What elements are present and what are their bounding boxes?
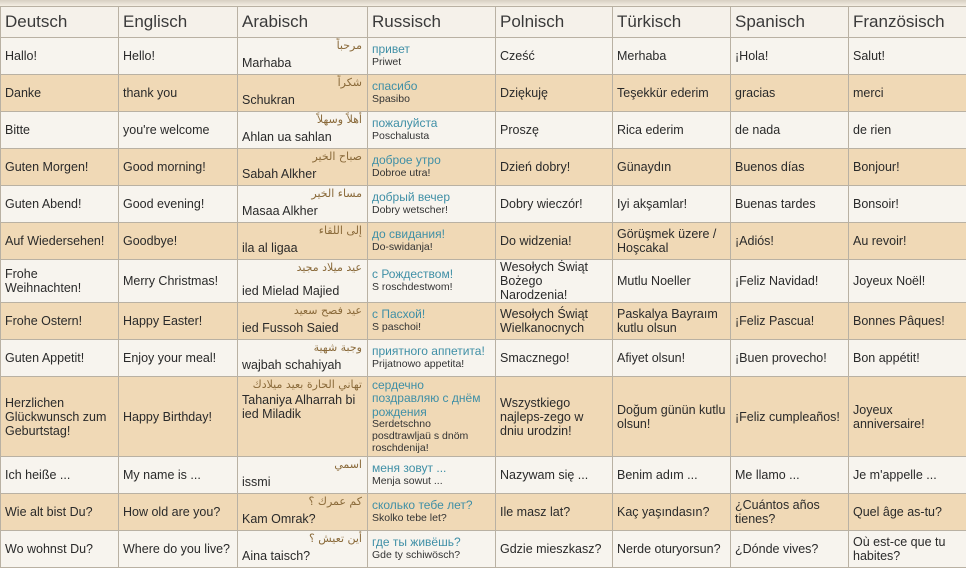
cell-deutsch: Danke [1, 75, 119, 112]
cell-tuerkisch: Paskalya Bayraım kutlu olsun [613, 303, 731, 340]
cell-polnisch: Do widzenia! [496, 223, 613, 260]
header-polnisch: Polnisch [496, 7, 613, 38]
russian-transliteration: Spasibo [372, 92, 410, 105]
arabic-script: مرحباً [336, 39, 362, 52]
table-row [1, 223, 966, 260]
arabic-script: صباح الخير [312, 150, 362, 163]
arabic-script: كم عمرك ؟ [308, 495, 362, 508]
table-row [1, 112, 966, 149]
cell-franzoesisch: merci [849, 75, 966, 112]
russian-script: с Рождеством! [372, 267, 454, 282]
cell-polnisch: Ile masz lat? [496, 494, 613, 531]
cell-franzoesisch: Bonjour! [849, 149, 966, 186]
arabic-script: أهلاً وسهلاً [316, 113, 362, 126]
cell-polnisch: Wesołych Świąt Wielkanocnych [496, 303, 613, 340]
russian-script: меня зовут ... [372, 461, 447, 476]
cell-arabisch [238, 149, 368, 186]
cell-englisch: My name is ... [119, 457, 238, 494]
russian-script: сердечно поздравляю с днём рождения [372, 377, 481, 419]
cell-arabisch [238, 186, 368, 223]
cell-arabisch [238, 377, 368, 457]
cell-deutsch: Frohe Weihnachten! [1, 260, 119, 303]
cell-spanisch: Me llamo ... [731, 457, 849, 494]
cell-spanisch: Buenas tardes [731, 186, 849, 223]
cell-englisch: How old are you? [119, 494, 238, 531]
cell-tuerkisch: Rica ederim [613, 112, 731, 149]
cell-russisch [368, 186, 496, 223]
arabic-transliteration: Marhaba [242, 56, 292, 70]
cell-englisch: Hello! [119, 38, 238, 75]
cell-englisch: Where do you live? [119, 531, 238, 568]
table-row [1, 531, 966, 568]
arabic-transliteration: wajbah schahiyah [242, 358, 342, 372]
table-row [1, 260, 966, 303]
cell-polnisch: Dziękuję [496, 75, 613, 112]
cell-arabisch [238, 223, 368, 260]
cell-arabisch [238, 260, 368, 303]
cell-franzoesisch: Où est-ce que tu habites? [849, 531, 966, 568]
russian-transliteration: S roschdestwom! [372, 280, 453, 293]
table-row [1, 303, 966, 340]
arabic-transliteration: Kam Omrak? [242, 512, 316, 526]
cell-russisch [368, 75, 496, 112]
russian-script: где ты живёшь? [372, 535, 461, 550]
header-deutsch: Deutsch [1, 7, 119, 38]
arabic-script: تهاني الحارة بعيد ميلادك [252, 378, 362, 391]
cell-russisch [368, 377, 496, 457]
arabic-script: وجبة شهية [313, 341, 362, 354]
cell-polnisch: Wszystkiego najleps-zego w dniu urodzin! [496, 377, 613, 457]
table-row [1, 340, 966, 377]
arabic-transliteration: issmi [242, 475, 271, 489]
cell-tuerkisch: Günaydın [613, 149, 731, 186]
russian-script: привет [372, 42, 410, 57]
cell-deutsch: Guten Morgen! [1, 149, 119, 186]
cell-spanisch: Buenos días [731, 149, 849, 186]
cell-polnisch: Wesołych Świąt Bożego Narodzenia! [496, 260, 613, 303]
russian-script: пожалуйста [372, 116, 438, 131]
cell-tuerkisch: Mutlu Noeller [613, 260, 731, 303]
arabic-script: اسمي [334, 458, 362, 471]
russian-transliteration: Skolko tebe let? [372, 511, 447, 524]
cell-tuerkisch: Görüşmek üzere / Hoşcakal [613, 223, 731, 260]
cell-englisch: Good morning! [119, 149, 238, 186]
arabic-script: مساء الخير [311, 187, 362, 200]
cell-englisch: Goodbye! [119, 223, 238, 260]
cell-deutsch: Hallo! [1, 38, 119, 75]
header-englisch: Englisch [119, 7, 238, 38]
table-row [1, 149, 966, 186]
cell-russisch [368, 531, 496, 568]
table-row [1, 186, 966, 223]
cell-englisch: Happy Birthday! [119, 377, 238, 457]
russian-transliteration: Gde ty schiwösch? [372, 548, 461, 561]
cell-deutsch: Wo wohnst Du? [1, 531, 119, 568]
cell-spanisch: de nada [731, 112, 849, 149]
arabic-transliteration: Schukran [242, 93, 295, 107]
russian-script: доброе утро [372, 153, 441, 168]
cell-tuerkisch: Teşekkür ederim [613, 75, 731, 112]
header-spanisch: Spanisch [731, 7, 849, 38]
phrase-table [0, 6, 966, 568]
arabic-transliteration: Tahaniya Alharrah bi ied Miladik [242, 393, 356, 421]
header-russisch: Russisch [368, 7, 496, 38]
cell-spanisch: ¡Feliz Navidad! [731, 260, 849, 303]
arabic-transliteration: Ahlan ua sahlan [242, 130, 332, 144]
cell-spanisch: ¡Feliz cumpleaños! [731, 377, 849, 457]
cell-russisch [368, 112, 496, 149]
cell-polnisch: Dzień dobry! [496, 149, 613, 186]
russian-transliteration: Poschalusta [372, 129, 430, 142]
cell-deutsch: Bitte [1, 112, 119, 149]
arabic-transliteration: Aina taisch? [242, 549, 311, 563]
cell-spanisch: ¿Cuántos años tienes? [731, 494, 849, 531]
russian-script: добрый вечер [372, 190, 450, 205]
cell-arabisch [238, 531, 368, 568]
russian-transliteration: Dobroe utra! [372, 166, 431, 179]
cell-spanisch: ¡Adiós! [731, 223, 849, 260]
cell-tuerkisch: Doğum günün kutlu olsun! [613, 377, 731, 457]
cell-polnisch: Smacznego! [496, 340, 613, 377]
cell-russisch [368, 303, 496, 340]
cell-polnisch: Dobry wieczór! [496, 186, 613, 223]
russian-script: приятного аппетита! [372, 344, 485, 359]
cell-tuerkisch: Kaç yaşındasın? [613, 494, 731, 531]
cell-polnisch: Proszę [496, 112, 613, 149]
arabic-transliteration: ied Fussoh Saied [242, 321, 339, 335]
russian-transliteration: Priwet [372, 55, 402, 68]
cell-polnisch: Cześć [496, 38, 613, 75]
cell-spanisch: ¡Hola! [731, 38, 849, 75]
arabic-script: عيد ميلاد مجيد [296, 261, 362, 274]
russian-script: сколько тебе лет? [372, 498, 473, 513]
cell-tuerkisch: Afiyet olsun! [613, 340, 731, 377]
arabic-script: شكراً [337, 76, 362, 89]
cell-franzoesisch: Bon appétit! [849, 340, 966, 377]
cell-arabisch [238, 38, 368, 75]
cell-franzoesisch: Au revoir! [849, 223, 966, 260]
cell-russisch [368, 149, 496, 186]
cell-englisch: you're welcome [119, 112, 238, 149]
arabic-script: إلى اللقاء [318, 224, 362, 237]
cell-tuerkisch: Nerde oturyorsun? [613, 531, 731, 568]
russian-transliteration: Do-swidanja! [372, 240, 433, 253]
arabic-transliteration: ila al ligaa [242, 241, 298, 255]
cell-russisch [368, 494, 496, 531]
header-tuerkisch: Türkisch [613, 7, 731, 38]
cell-arabisch [238, 303, 368, 340]
cell-deutsch: Auf Wiedersehen! [1, 223, 119, 260]
cell-deutsch: Herzlichen Glückwunsch zum Geburtstag! [1, 377, 119, 457]
cell-polnisch: Gdzie mieszkasz? [496, 531, 613, 568]
russian-transliteration: Serdetschno posdtrawljaü s dnöm roschdenija! [372, 418, 469, 454]
russian-script: с Пасхой! [372, 307, 426, 322]
arabic-script: عيد فصح سعيد [293, 304, 362, 317]
cell-franzoesisch: Salut! [849, 38, 966, 75]
russian-script: спасибо [372, 79, 418, 94]
cell-deutsch: Frohe Ostern! [1, 303, 119, 340]
cell-spanisch: ¡Buen provecho! [731, 340, 849, 377]
arabic-script: أين تعيش ؟ [308, 532, 362, 545]
table-row [1, 494, 966, 531]
cell-deutsch: Wie alt bist Du? [1, 494, 119, 531]
cell-franzoesisch: de rien [849, 112, 966, 149]
cell-arabisch [238, 112, 368, 149]
table-row [1, 75, 966, 112]
cell-russisch [368, 340, 496, 377]
arabic-transliteration: Sabah Alkher [242, 167, 317, 181]
cell-arabisch [238, 457, 368, 494]
cell-englisch: Happy Easter! [119, 303, 238, 340]
cell-franzoesisch: Joyeux anniversaire! [849, 377, 966, 457]
cell-arabisch [238, 340, 368, 377]
cell-englisch: thank you [119, 75, 238, 112]
russian-transliteration: Menja sowut ... [372, 474, 443, 487]
cell-russisch [368, 457, 496, 494]
cell-englisch: Good evening! [119, 186, 238, 223]
cell-englisch: Enjoy your meal! [119, 340, 238, 377]
russian-script: до свидания! [372, 227, 445, 242]
arabic-transliteration: Masaa Alkher [242, 204, 318, 218]
cell-polnisch: Nazywam się ... [496, 457, 613, 494]
cell-russisch [368, 223, 496, 260]
arabic-transliteration: ied Mielad Majied [242, 284, 340, 298]
cell-tuerkisch: Merhaba [613, 38, 731, 75]
table-row [1, 38, 966, 75]
cell-franzoesisch: Quel âge as-tu? [849, 494, 966, 531]
header-arabisch: Arabisch [238, 7, 368, 38]
header-row [1, 7, 966, 38]
cell-russisch [368, 260, 496, 303]
table-row [1, 377, 966, 457]
cell-spanisch: ¿Dónde vives? [731, 531, 849, 568]
cell-arabisch [238, 75, 368, 112]
cell-franzoesisch: Bonsoir! [849, 186, 966, 223]
cell-deutsch: Ich heiße ... [1, 457, 119, 494]
russian-transliteration: Prijatnowo appetita! [372, 357, 465, 370]
cell-spanisch: gracias [731, 75, 849, 112]
table-row [1, 457, 966, 494]
cell-deutsch: Guten Appetit! [1, 340, 119, 377]
russian-transliteration: Dobry wetscher! [372, 203, 448, 216]
cell-tuerkisch: Benim adım ... [613, 457, 731, 494]
header-franzoesisch: Französisch [849, 7, 966, 38]
cell-englisch: Merry Christmas! [119, 260, 238, 303]
cell-franzoesisch: Bonnes Pâques! [849, 303, 966, 340]
cell-deutsch: Guten Abend! [1, 186, 119, 223]
cell-franzoesisch: Joyeux Noël! [849, 260, 966, 303]
cell-spanisch: ¡Feliz Pascua! [731, 303, 849, 340]
russian-transliteration: S paschoi! [372, 320, 422, 333]
cell-russisch [368, 38, 496, 75]
cell-franzoesisch: Je m'appelle ... [849, 457, 966, 494]
cell-tuerkisch: Iyi akşamlar! [613, 186, 731, 223]
cell-arabisch [238, 494, 368, 531]
